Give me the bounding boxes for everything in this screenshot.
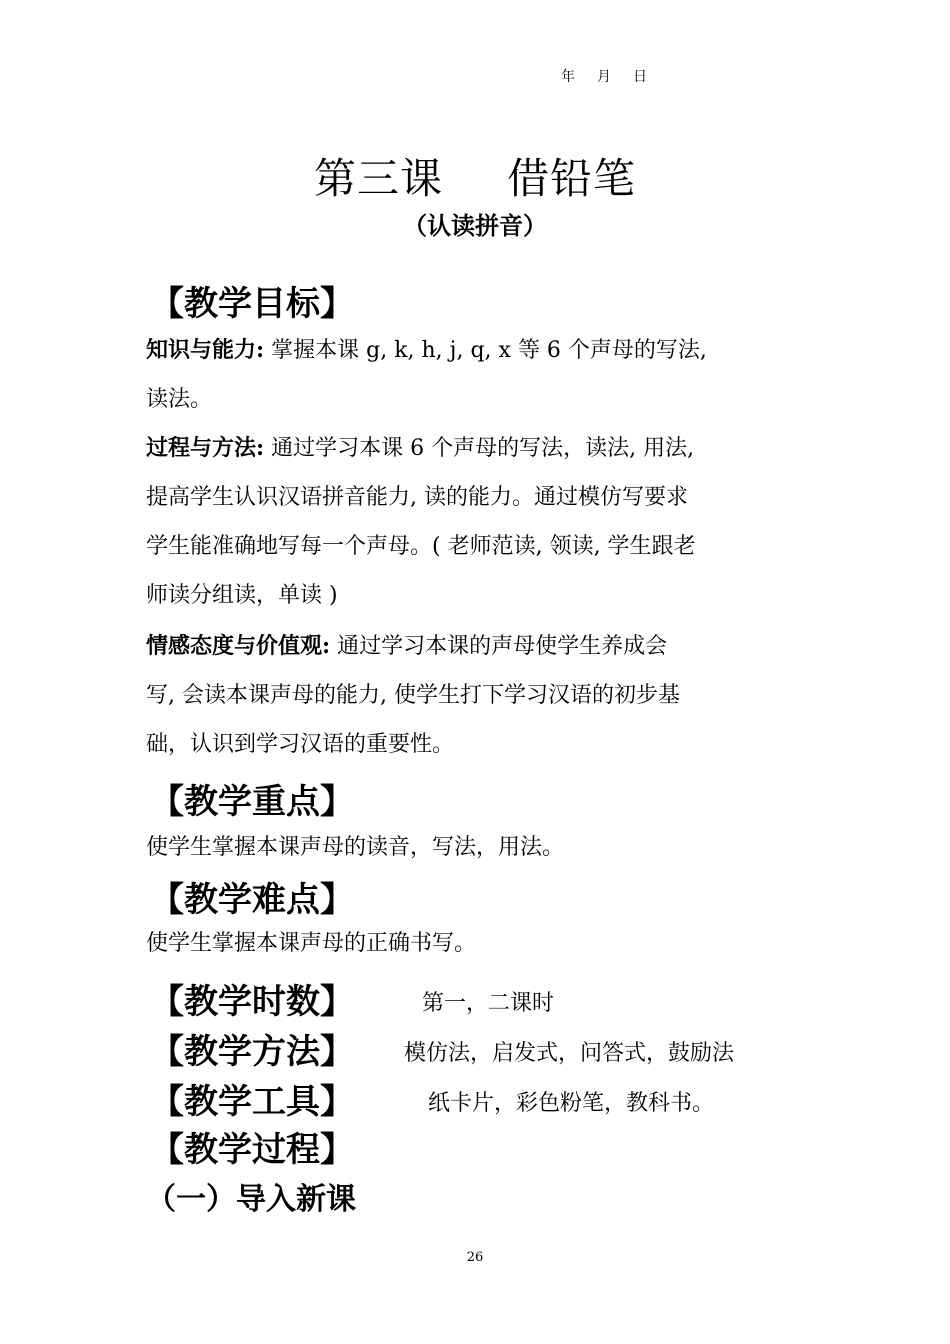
date-month: 月: [597, 69, 611, 85]
process-line-1: [146, 424, 694, 473]
key-points-text: 使学生掌握本课声母的读音，写法，用法。: [146, 835, 565, 860]
tools-heading: 【教学工具】: [150, 1082, 354, 1122]
hours-heading: 【教学时数】: [150, 982, 354, 1022]
emotion-text-1: 通过学习本课的声母使学生养成会: [337, 634, 668, 659]
page-number: 26: [466, 1250, 484, 1265]
date-day: 日: [633, 69, 647, 85]
knowledge-text-1: 掌握本课 g, k, h, j, q, x 等 6 个声母的写法,: [271, 338, 707, 363]
lesson-subtitle: （认读拼音）: [403, 211, 547, 240]
knowledge-line-2: 读法。: [146, 387, 213, 412]
difficulties-text: 使学生掌握本课声母的正确书写。: [146, 931, 477, 956]
process-line-2: 提高学生认识汉语拼音能力, 读的能力。通过模仿写要求: [146, 485, 688, 510]
goals-heading: 【教学目标】: [150, 284, 354, 324]
process-label: 过程与方法:: [146, 435, 265, 461]
key-points-heading: 【教学重点】: [150, 782, 354, 822]
emotion-label: 情感态度与价值观:: [146, 633, 331, 659]
methods-heading: 【教学方法】: [150, 1032, 354, 1072]
process-line-3: 学生能准确地写每一个声母。( 老师范读, 领读, 学生跟老: [146, 534, 696, 559]
lesson-number: 第三课: [313, 154, 443, 203]
process-step-1: （一）导入新课: [146, 1182, 356, 1217]
process-text-1: 通过学习本课 6 个声母的写法，读法, 用法,: [271, 436, 695, 461]
tools-text: 纸卡片，彩色粉笔，教科书。: [428, 1091, 715, 1116]
emotion-line-3: 础，认识到学习汉语的重要性。: [146, 732, 455, 757]
lesson-title: [0, 146, 950, 206]
lesson-name: 借铅笔: [507, 154, 637, 203]
knowledge-line-1: [146, 326, 707, 375]
process-heading: 【教学过程】: [150, 1130, 354, 1170]
difficulties-heading: 【教学难点】: [150, 880, 354, 920]
emotion-line-2: 写, 会读本课声母的能力, 使学生打下学习汉语的初步基: [146, 683, 680, 708]
process-line-4: 师读分组读，单读 ): [146, 583, 338, 608]
date-year: 年: [561, 69, 575, 85]
methods-text: 模仿法，启发式，问答式，鼓励法: [404, 1041, 735, 1066]
knowledge-label: 知识与能力:: [146, 337, 265, 363]
hours-text: 第一，二课时: [422, 991, 555, 1016]
emotion-line-1: [146, 622, 667, 671]
